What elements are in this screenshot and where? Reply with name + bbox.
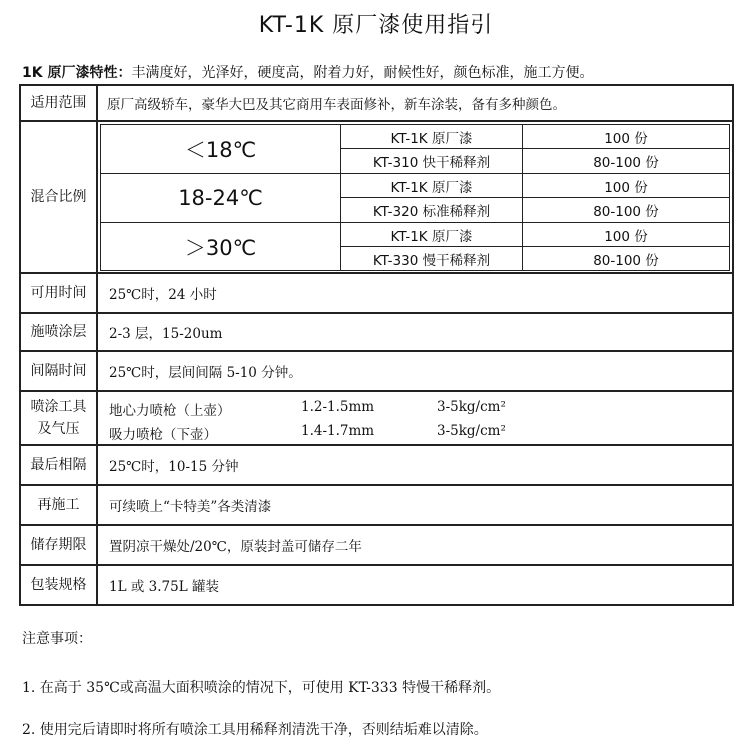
- tool-nozzle: 1.4-1.7mm: [301, 423, 375, 439]
- row-scope: [21, 86, 732, 122]
- row-coats: [21, 314, 732, 352]
- mix-temperature: ＞30℃: [101, 223, 341, 270]
- mix-product: KT-330 慢干稀释剂: [341, 247, 523, 270]
- features-line: [22, 62, 593, 82]
- mix-product: KT-310 快干稀释剂: [341, 149, 523, 173]
- row-recoat: [21, 486, 732, 526]
- interval-label: 间隔时间: [21, 352, 98, 390]
- interval-value: 25℃时，层间间隔 5-10 分钟。: [109, 365, 302, 381]
- coats-label: 施喷涂层: [21, 314, 98, 350]
- page-title: KT-1K 原厂漆使用指引: [258, 13, 494, 38]
- mix-product: KT-1K 原厂漆: [341, 125, 523, 148]
- packaging-value: 1L 或 3.75L 罐装: [109, 579, 219, 595]
- mix-product: KT-1K 原厂漆: [341, 223, 523, 246]
- mix-product: KT-1K 原厂漆: [341, 174, 523, 197]
- mix-row: [341, 247, 729, 270]
- tool-name: 地心力喷枪（上壶）: [109, 403, 231, 419]
- recoat-label: 再施工: [21, 486, 98, 524]
- mix-quantity: 80-100 份: [593, 155, 659, 171]
- tools-label-line: 及气压: [37, 421, 80, 437]
- tools-label-line: 喷涂工具: [30, 399, 87, 415]
- recoat-value: 可续喷上“卡特美”各类清漆: [109, 499, 272, 515]
- mix-quantity: 80-100 份: [593, 204, 659, 220]
- final-interval-label: 最后相隔: [21, 446, 98, 484]
- row-pot-life: [21, 274, 732, 314]
- mix-quantity: 100 份: [604, 130, 648, 147]
- mix-quantity: 80-100 份: [593, 252, 659, 269]
- tool-pressure: 3-5kg/cm²: [437, 423, 506, 439]
- mixing-table: [100, 124, 730, 271]
- scope-label: 适用范围: [21, 86, 98, 120]
- tool-name: 吸力喷枪（下壶）: [109, 427, 217, 443]
- spec-table: [19, 84, 734, 606]
- mix-row: [341, 149, 729, 173]
- mix-quantity: 100 份: [604, 228, 648, 245]
- mix-group: [101, 223, 729, 270]
- note-item: 1. 在高于 35℃或高温大面积喷涂的情况下，可使用 KT-333 特慢干稀释剂。: [22, 680, 501, 696]
- mixing-label: 混合比例: [21, 122, 98, 272]
- row-interval: [21, 352, 732, 392]
- features-label: 1K 原厂漆特性：: [22, 65, 132, 81]
- storage-value: 置阴凉干燥处/20℃，原装封盖可储存二年: [109, 539, 362, 555]
- tool-nozzle: 1.2-1.5mm: [301, 399, 375, 415]
- row-packaging: [21, 566, 732, 604]
- note-item: 2. 使用完后请即时将所有喷涂工具用稀释剂清洗干净，否则结垢难以清除。: [22, 722, 488, 738]
- row-final-interval: [21, 446, 732, 486]
- notes-heading: 注意事项：: [22, 631, 92, 647]
- row-tools: [21, 392, 732, 446]
- scope-value: 原厂高级轿车，豪华大巴及其它商用车表面修补，新车涂装，备有多种颜色。: [107, 97, 566, 113]
- mix-group: [101, 174, 729, 223]
- final-interval-value: 25℃时，10-15 分钟: [109, 459, 239, 475]
- mix-temperature: ＜18℃: [101, 125, 341, 173]
- pot-life-value: 25℃时，24 小时: [109, 287, 217, 303]
- features-text: 丰满度好，光泽好，硬度高，附着力好，耐候性好，颜色标准，施工方便。: [131, 65, 594, 81]
- mix-temperature: 18-24℃: [101, 174, 341, 222]
- row-mixing: [21, 122, 732, 274]
- tools-label: [21, 392, 98, 444]
- mix-group: [101, 125, 729, 174]
- mix-row: [341, 198, 729, 222]
- mix-row: [341, 223, 729, 247]
- pot-life-label: 可用时间: [21, 274, 98, 312]
- mix-row: [341, 174, 729, 198]
- coats-value: 2-3 层，15-20um: [109, 326, 223, 342]
- row-storage: [21, 526, 732, 566]
- mix-quantity: 100 份: [604, 179, 648, 196]
- storage-label: 储存期限: [21, 526, 98, 564]
- mix-row: [341, 125, 729, 149]
- packaging-label: 包装规格: [21, 566, 98, 604]
- mix-product: KT-320 标准稀释剂: [341, 198, 523, 222]
- tool-pressure: 3-5kg/cm²: [437, 399, 506, 415]
